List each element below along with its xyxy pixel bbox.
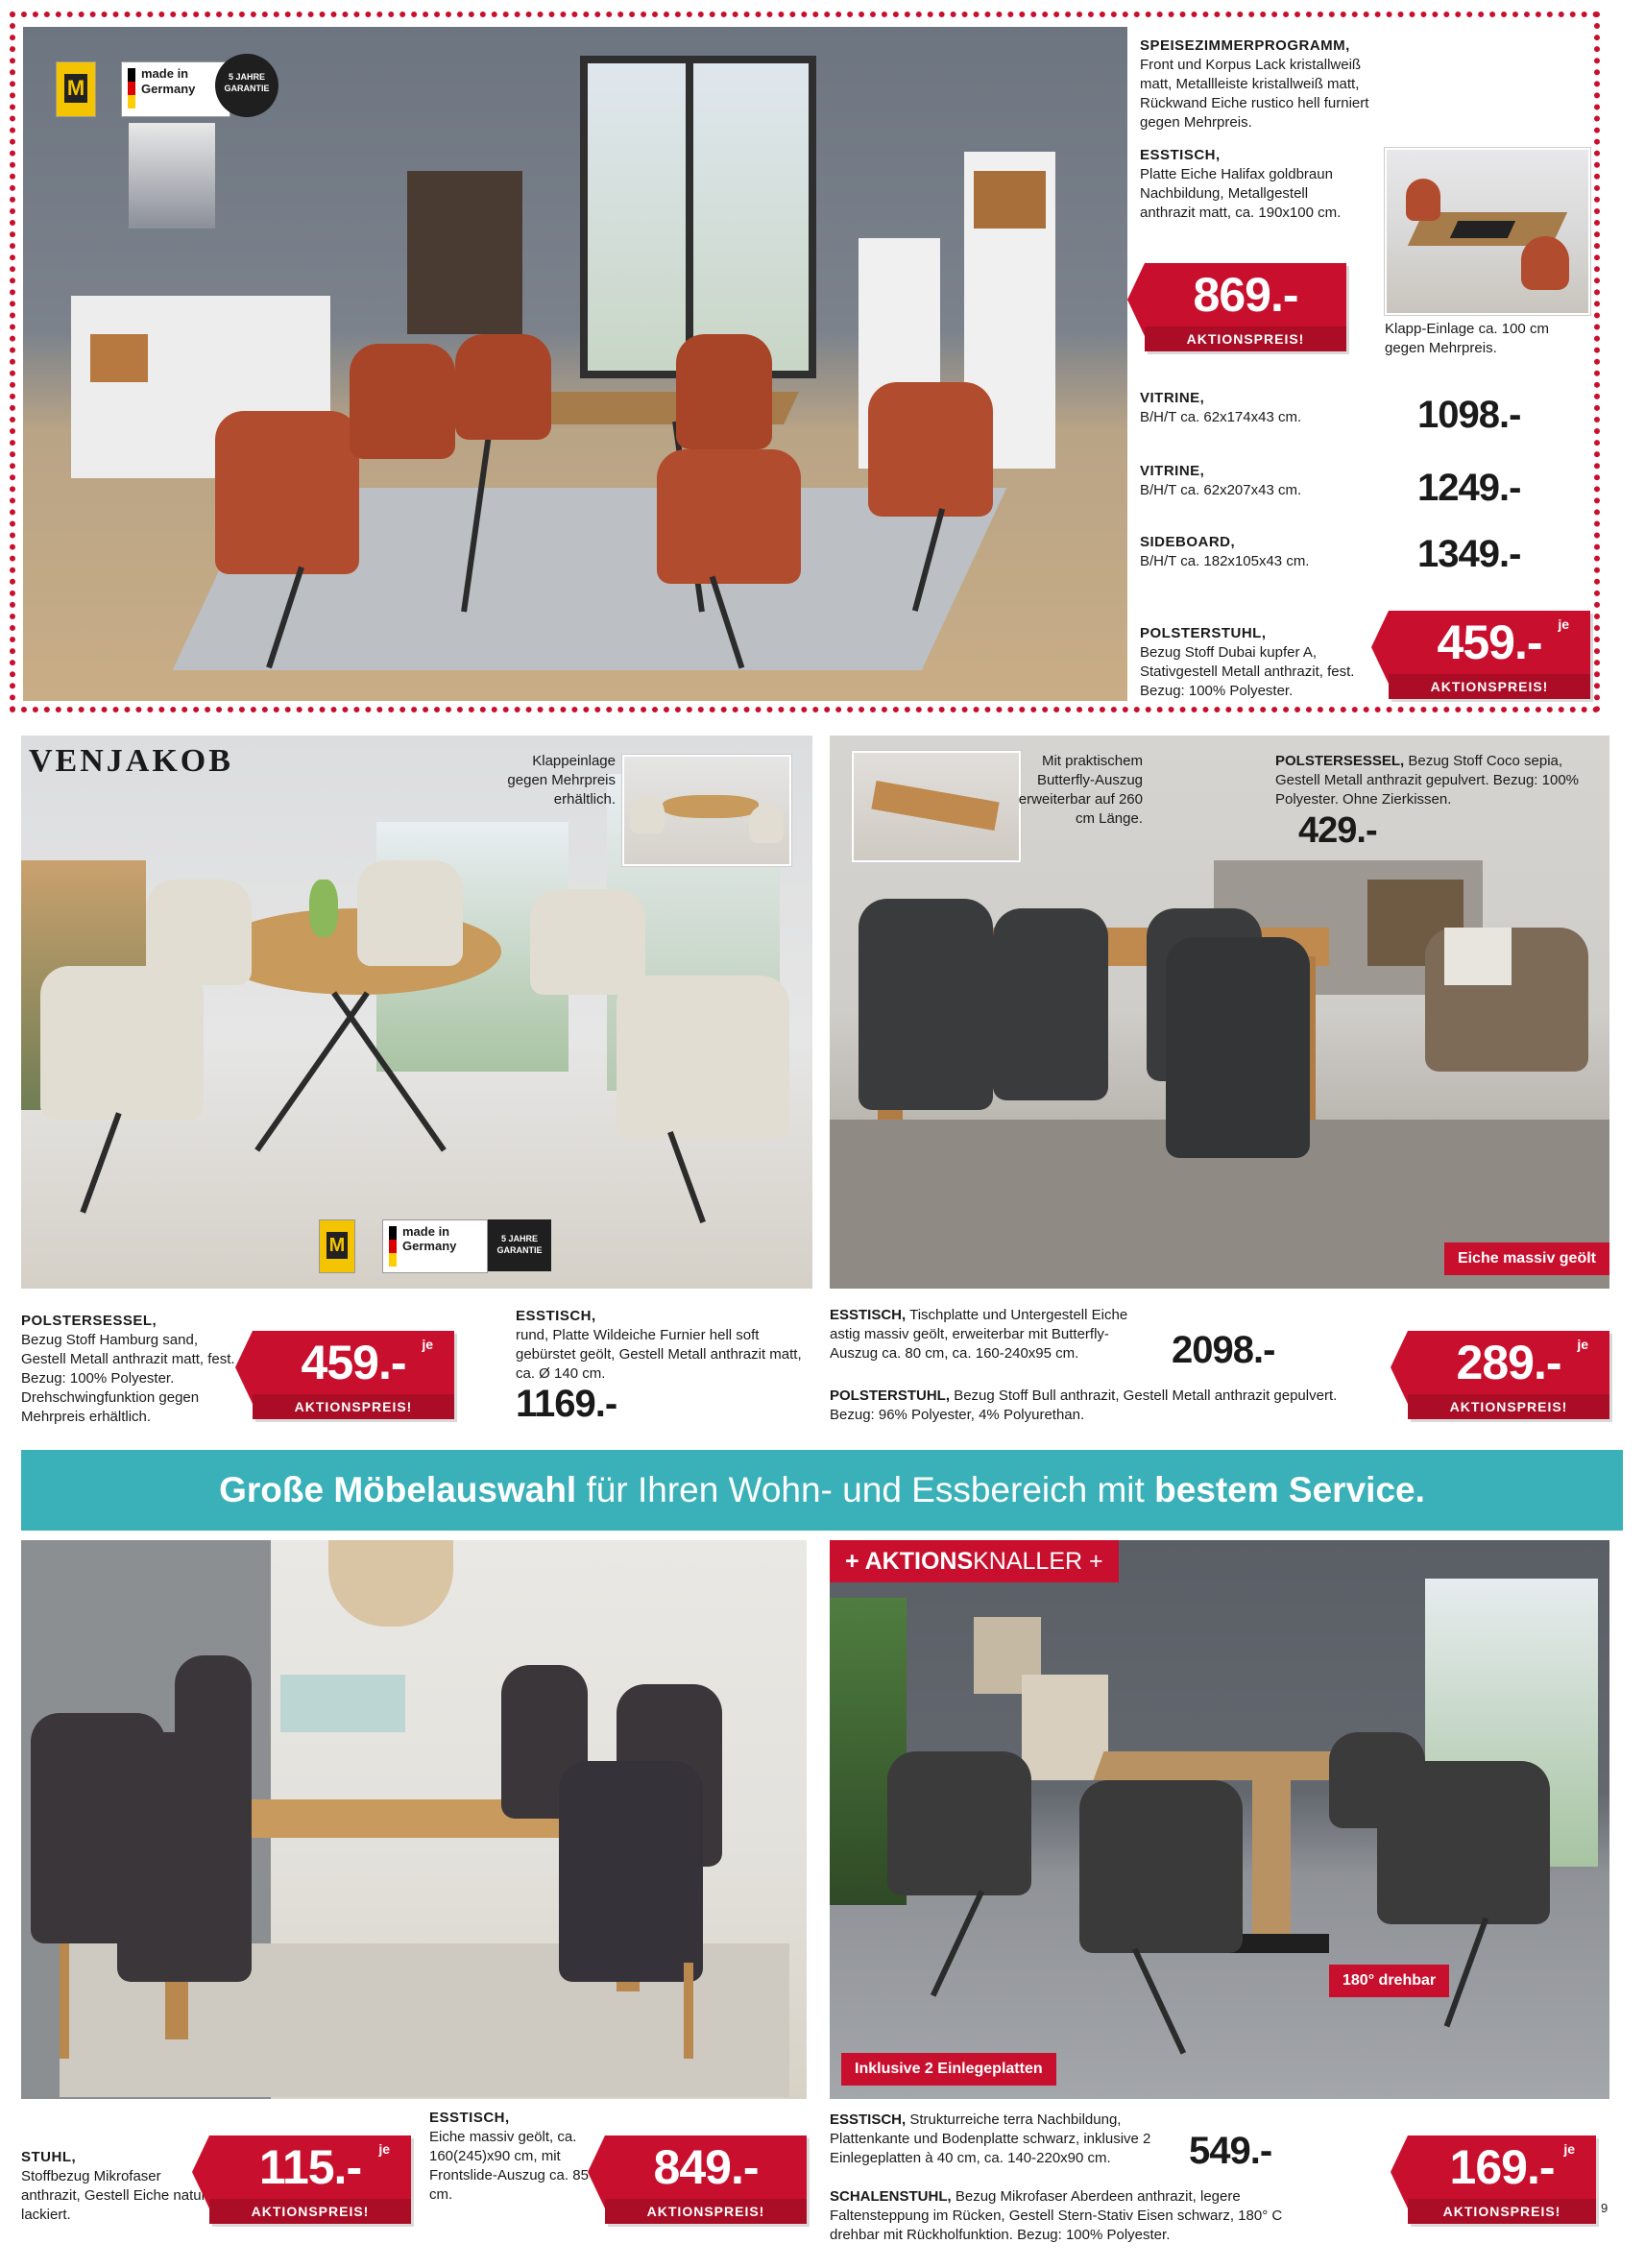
quality-seal-logo-mid: M [319, 1219, 355, 1273]
wood-esstisch-title: ESSTISCH, [429, 2110, 510, 2126]
esstisch-top-desc: Platte Eiche Halifax goldbraun Nachbildung, Metallgestell anthrazit matt, ca. 190x100 cm. [1140, 166, 1342, 221]
terra-esstisch-description [830, 2111, 1175, 2168]
schalenstuhl-je: je [1563, 2141, 1575, 2157]
stuhl-mikrofaser-je: je [378, 2141, 390, 2157]
polstersessel-coco-description [1275, 752, 1602, 809]
vitrine-2-price: 1249.- [1417, 467, 1521, 509]
schalenstuhl-price: 169.- [1449, 2140, 1555, 2194]
polstersessel-hamburg-desc: Bezug Stoff Hamburg sand, Gestell Metall anthrazit matt, fest. Bezug: 100% Polyester. Drehschwingfunktion gegen Mehrpreis erhältlich. [21, 1332, 235, 1425]
butterfly-inset-caption: Mit praktischem Butterfly-Auszug erweiterbar auf 260 cm Länge. [1018, 753, 1143, 827]
polsterstuhl-bull-title: POLSTERSTUHL, [830, 1387, 951, 1404]
esstisch-top-description [1140, 146, 1351, 223]
sideboard-title: SIDEBOARD, [1140, 534, 1236, 550]
polsterstuhl-bull-price-box [1408, 1331, 1609, 1419]
polsterstuhl-top-title: POLSTERSTUHL, [1140, 625, 1267, 641]
wood-esstisch-desc: Eiche massiv geölt, ca. 160(245)x90 cm, mit Frontslide-Auszug ca. 85 cm. [429, 2129, 589, 2203]
banner-part-1: Große Möbelauswahl [219, 1470, 577, 1509]
stuhl-mikrofaser-title: STUHL, [21, 2149, 77, 2165]
polsterstuhl-bull-description [830, 1387, 1348, 1425]
oak-esstisch-description [830, 1306, 1156, 1363]
polsterstuhl-top-price: 459.- [1437, 615, 1542, 669]
guarantee-seal-text-mid: 5 JAHRE GARANTIE [496, 1234, 543, 1255]
made-in-germany-text: made in Germany [141, 66, 196, 96]
round-table-extension-inset [622, 755, 791, 866]
made-in-germany-badge-mid [382, 1219, 488, 1273]
polsterstuhl-top-price-tag: AKTIONSPREIS! [1389, 674, 1590, 699]
vitrine-1-description [1140, 389, 1370, 427]
aktionsknaller-rest: KNALLER + [973, 1548, 1103, 1575]
schalenstuhl-price-tag: AKTIONSPREIS! [1408, 2199, 1596, 2224]
vitrine-1-price: 1098.- [1417, 394, 1521, 436]
drehbar-tag: 180° drehbar [1329, 1965, 1449, 1997]
wood-esstisch-price: 849.- [653, 2140, 759, 2194]
service-banner [21, 1450, 1623, 1531]
made-in-germany-text-mid: made in Germany [402, 1224, 457, 1253]
program-description [1140, 36, 1380, 133]
dining-room-photo-copper-chairs [23, 27, 1127, 701]
aktionsknaller-header [830, 1540, 1119, 1582]
program-desc: Front und Korpus Lack kristallweiß matt, Metallleiste kristallweiß matt, Rückwand Eiche rustico hell furniert gegen Mehrpreis. [1140, 57, 1369, 131]
round-esstisch-price: 1169.- [516, 1383, 617, 1425]
wood-table-photo-dark-chairs [21, 1540, 807, 2099]
terra-esstisch-title: ESSTISCH, [830, 2111, 907, 2128]
polsterstuhl-top-price-box [1389, 611, 1590, 699]
polsterstuhl-top-je: je [1558, 616, 1569, 632]
quality-seal-logo: M [56, 61, 96, 117]
stuhl-mikrofaser-description [21, 2148, 213, 2225]
terra-esstisch-price: 549.- [1189, 2130, 1272, 2172]
schalenstuhl-desc: Bezug Mikrofaser Aberdeen anthrazit, legere Faltensteppung im Rücken, Gestell Stern-Stativ Eisen schwarz, 180° C drehbar mit Rückholfunktion. Bezug: 100% Polyester. [830, 2188, 1283, 2243]
esstisch-top-price-tag: AKTIONSPREIS! [1145, 326, 1346, 351]
polsterstuhl-top-description [1140, 624, 1361, 701]
aktionsknaller-bold: + AKTIONS [845, 1548, 974, 1575]
vitrine-2-title: VITRINE, [1140, 463, 1205, 479]
stuhl-mikrofaser-price-box [209, 2135, 411, 2224]
polsterstuhl-bull-je: je [1577, 1337, 1588, 1352]
made-in-germany-badge [121, 61, 230, 117]
round-esstisch-title: ESSTISCH, [516, 1308, 596, 1324]
polstersessel-hamburg-price: 459.- [301, 1336, 406, 1389]
banner-part-3: bestem Service. [1154, 1470, 1425, 1509]
esstisch-top-price: 869.- [1193, 268, 1298, 322]
guarantee-seal-badge-mid [488, 1219, 551, 1271]
banner-part-2: für Ihren Wohn- und Essbereich mit [576, 1470, 1155, 1509]
polstersessel-hamburg-price-tag: AKTIONSPREIS! [253, 1394, 454, 1419]
table-extension-inset-photo [1385, 148, 1590, 315]
oak-esstisch-desc: Tischplatte und Untergestell Eiche astig massiv geölt, erweiterbar mit Butterfly-Auszug ca. 80 cm, ca. 160-240x95 cm. [830, 1307, 1128, 1362]
table-extension-caption: Klapp-Einlage ca. 100 cm gegen Mehrpreis. [1385, 321, 1549, 356]
schalenstuhl-price-box [1408, 2135, 1596, 2224]
round-esstisch-description [516, 1307, 804, 1384]
esstisch-top-price-box [1145, 263, 1346, 351]
wood-esstisch-description [429, 2109, 602, 2205]
sideboard-desc: B/H/T ca. 182x105x43 cm. [1140, 553, 1310, 569]
vitrine-1-title: VITRINE, [1140, 390, 1205, 406]
schalenstuhl-description [830, 2187, 1319, 2245]
vitrine-1-desc: B/H/T ca. 62x174x43 cm. [1140, 409, 1302, 425]
vitrine-2-description [1140, 462, 1370, 500]
polsterstuhl-top-desc: Bezug Stoff Dubai kupfer A, Stativgestell Metall anthrazit, fest. Bezug: 100% Polyester. [1140, 644, 1355, 699]
terra-esstisch-desc: Strukturreiche terra Nachbildung, Plattenkante und Bodenplatte schwarz, inklusive 2 Einlegeplatten à 40 cm, ca. 140-220x90 cm. [830, 2111, 1151, 2166]
butterfly-extension-inset [852, 751, 1021, 862]
oak-esstisch-price: 2098.- [1172, 1329, 1275, 1371]
vitrine-2-desc: B/H/T ca. 62x207x43 cm. [1140, 482, 1302, 498]
round-esstisch-desc: rund, Platte Wildeiche Furnier hell soft gebürstet geölt, Gestell Metall anthrazit matt, ca. Ø 140 cm. [516, 1327, 802, 1382]
polstersessel-coco-price: 429.- [1298, 810, 1377, 851]
oak-esstisch-title: ESSTISCH, [830, 1307, 907, 1323]
venjakob-logo: VENJAKOB [29, 743, 233, 779]
esstisch-top-title: ESSTISCH, [1140, 147, 1221, 163]
stuhl-mikrofaser-price-tag: AKTIONSPREIS! [209, 2199, 411, 2224]
wood-esstisch-price-tag: AKTIONSPREIS! [605, 2199, 807, 2224]
polstersessel-hamburg-description [21, 1312, 242, 1427]
guarantee-seal-text: 5 JAHRE GARANTIE [224, 72, 270, 93]
sideboard-description [1140, 533, 1370, 571]
polstersessel-hamburg-je: je [422, 1337, 433, 1352]
polstersessel-coco-desc: Bezug Stoff Coco sepia, Gestell Metall anthrazit gepulvert. Bezug: 100% Polyester. Ohne Zierkissen. [1275, 753, 1580, 808]
round-table-inset-caption: Klappeinlage gegen Mehrpreis erhältlich. [507, 753, 616, 808]
eiche-massiv-tag: Eiche massiv geölt [1444, 1243, 1609, 1275]
program-title: SPEISEZIMMERPROGRAMM, [1140, 37, 1350, 54]
polsterstuhl-bull-price: 289.- [1456, 1336, 1561, 1389]
wood-esstisch-price-box [605, 2135, 807, 2224]
polsterstuhl-bull-desc: Bezug Stoff Bull anthrazit, Gestell Metall anthrazit gepulvert. Bezug: 96% Polyester, 4% Polyurethan. [830, 1387, 1338, 1423]
aktionsknaller-photo [830, 1540, 1609, 2099]
polstersessel-hamburg-price-box [253, 1331, 454, 1419]
polstersessel-hamburg-title: POLSTERSESSEL, [21, 1313, 157, 1329]
polsterstuhl-bull-price-tag: AKTIONSPREIS! [1408, 1394, 1609, 1419]
stuhl-mikrofaser-desc: Stoffbezug Mikrofaser anthrazit, Gestell Eiche natur lackiert. [21, 2168, 206, 2223]
sideboard-price: 1349.- [1417, 533, 1521, 575]
guarantee-seal-badge [215, 54, 278, 117]
einlegeplatten-tag: Inklusive 2 Einlegeplatten [841, 2053, 1056, 2086]
page-number: 9 [1601, 2201, 1609, 2215]
schalenstuhl-title: SCHALENSTUHL, [830, 2188, 952, 2205]
stuhl-mikrofaser-price: 115.- [258, 2140, 362, 2194]
polstersessel-coco-title: POLSTERSESSEL, [1275, 753, 1405, 769]
